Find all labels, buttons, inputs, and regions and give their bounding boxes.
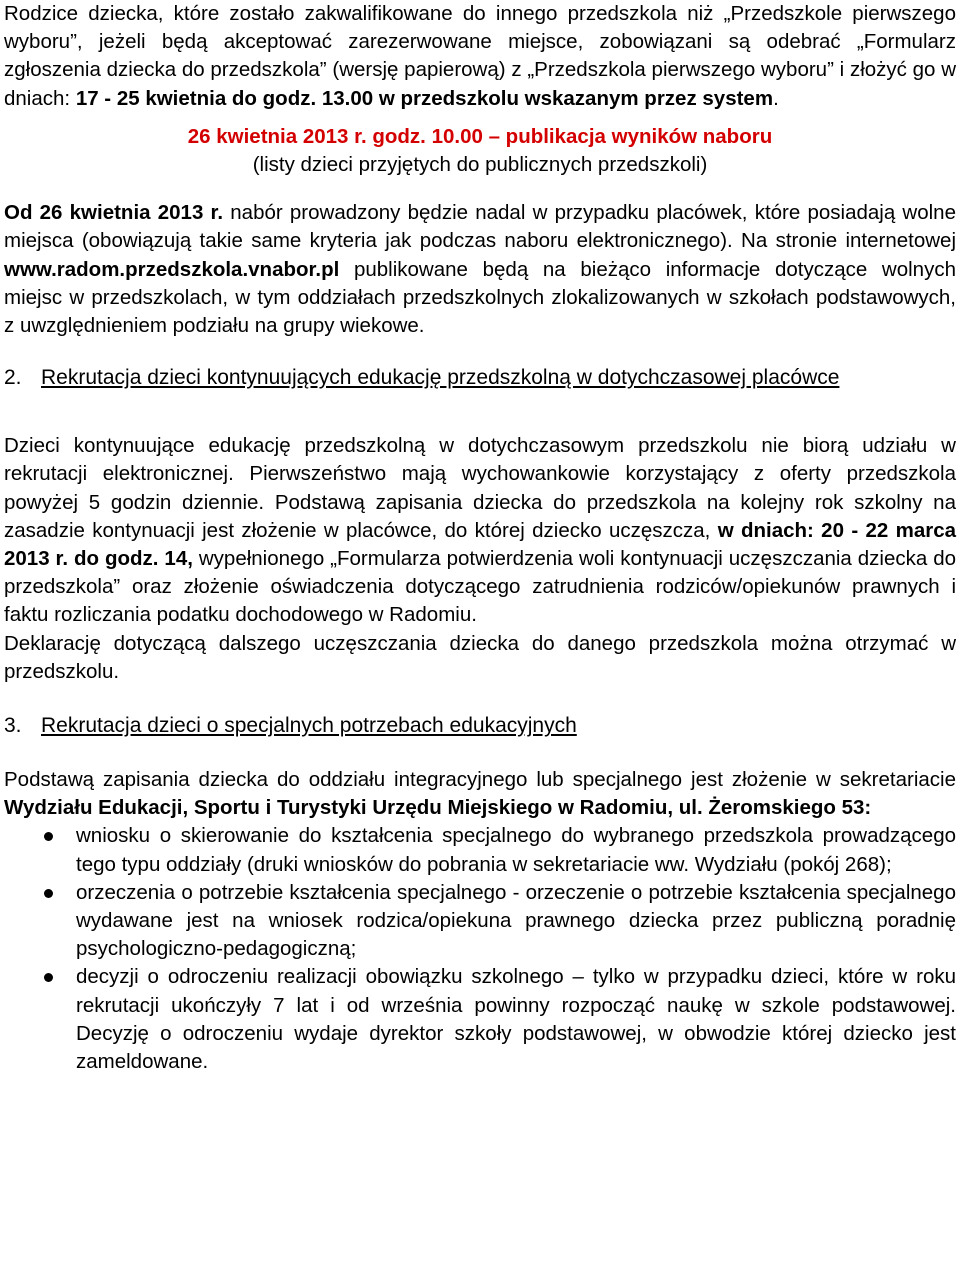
required-documents-list xyxy=(4,822,956,1076)
section-3-number: 3. xyxy=(4,714,22,738)
section-2-heading xyxy=(4,362,956,394)
paragraph-continued-recruitment xyxy=(4,199,956,340)
p1-text: Rodzice dziecka, które zostało zakwalifikowane do innego przedszkola niż „Przedszkole pierwszego wyboru”, jeżeli będą akceptować zarezerwowane miejsce, zobowiązani są odebrać „Formularz zgłoszenia dziecka do przedszkola” (wersję papierową) z „Przedszkola pierwszego wyboru” i złożyć go w dniach: xyxy=(4,2,956,110)
section-2-deadline: w dniach: 20 - 22 marca 2013 r. do godz. 14, xyxy=(4,518,957,571)
list-item-text: decyzji o odroczeniu realizacji obowiązku szkolnego – tylko w przypadku dzieci, które w roku rekrutacji ukończyły 7 lat i od września powinny rozpocząć naukę w szkole podstawowej. Decyzję o odroczeniu wydaje dyrektor szkoły podstawowej, w obwodzie której dziecko jest zameldowane. xyxy=(76,965,956,1074)
bullet-icon xyxy=(4,822,76,878)
announcement xyxy=(4,123,956,179)
p2-date: Od 26 kwietnia 2013 r. xyxy=(4,201,224,225)
section-3-intro xyxy=(4,766,956,822)
list-item xyxy=(4,963,956,1076)
p2-text2: publikowane będą na bieżąco informacje dotyczące wolnych miejsc w przedszkolach, w tym oddziałach przedszkolnych zlokalizowanych w szkołach podstawowych, z uwzględnieniem podziału na grupy wiekowe. xyxy=(4,257,956,338)
p1-deadline: 17 - 25 kwietnia do godz. 13.00 w przedszkolu wskazanym przez system xyxy=(75,86,774,110)
section-2-text2: wypełnionego „Formularza potwierdzenia woli kontynuacji uczęszczania dziecka do przedszkola” oraz złożenie oświadczenia dotyczącego zatrudnienia rodziców/opiekunów prawnych i faktu rozliczania podatku dochodowego w Radomiu. xyxy=(4,547,956,627)
list-item-text: orzeczenia o potrzebie kształcenia specjalnego - orzeczenie o potrzebie kształcenia specjalnego wydawane jest na wniosek rodzica/opiekuna prawnego dziecka przez publiczną poradnię psychologiczno-pedagogiczną; xyxy=(76,880,956,961)
section-2-number: 2. xyxy=(4,366,22,390)
section-3-office-address: Wydziału Edukacji, Sportu i Turystyki Urzędu Miejskiego w Radomiu, ul. Żeromskiego 53: xyxy=(4,796,872,820)
section-3-heading xyxy=(4,710,956,742)
section-2-body xyxy=(4,432,956,629)
paragraph-parents-reservation xyxy=(4,0,956,113)
section-3-title: Rekrutacja dzieci o specjalnych potrzebach edukacyjnych xyxy=(41,714,577,738)
list-item-text: wniosku o skierowanie do kształcenia specjalnego do wybranego przedszkola prowadzącego tego typu oddziały (druki wniosków do pobrania w sekretariacie ww. Wydziału (pokój 268); xyxy=(76,824,956,876)
list-item xyxy=(4,822,956,878)
section-3-intro-text: Podstawą zapisania dziecka do oddziału integracyjnego lub specjalnego jest złożenie w sekretariacie xyxy=(4,768,956,792)
section-2-text1: Dzieci kontynuujące edukację przedszkolną w dotychczasowym przedszkolu nie biorą udziału w rekrutacji elektronicznej. Pierwszeństwo mają wychowankowie korzystający z oferty przedszkola powyżej 5 godzin dziennie. Podstawą zapisania dziecka do przedszkola na kolejny rok szkolny na zasadzie kontynuacji jest złożenie w placówce, do której dziecko uczęszcza, xyxy=(4,434,956,542)
p1-end: . xyxy=(773,86,779,110)
results-publication-subtitle: (listy dzieci przyjętych do publicznych przedszkoli) xyxy=(252,153,708,177)
list-item xyxy=(4,879,956,964)
results-publication-date: 26 kwietnia 2013 r. godz. 10.00 – publikacja wyników naboru xyxy=(187,124,773,148)
bullet-icon xyxy=(4,963,76,1076)
p2-text1: nabór prowadzony będzie nadal w przypadku placówek, które posiadają wolne miejsca (obowiązują takie same kryteria jak podczas naboru elektronicznego). Na stronie internetowej xyxy=(4,201,956,253)
website-link[interactable]: www.radom.przedszkola.vnabor.pl xyxy=(4,257,340,281)
section-2-declaration: Deklarację dotyczącą dalszego uczęszczania dziecka do danego przedszkola można otrzymać w przedszkolu. xyxy=(4,631,956,683)
section-2-title: Rekrutacja dzieci kontynuujących edukację przedszkolną w dotychczasowej placówce xyxy=(41,366,840,390)
bullet-icon xyxy=(4,879,76,964)
